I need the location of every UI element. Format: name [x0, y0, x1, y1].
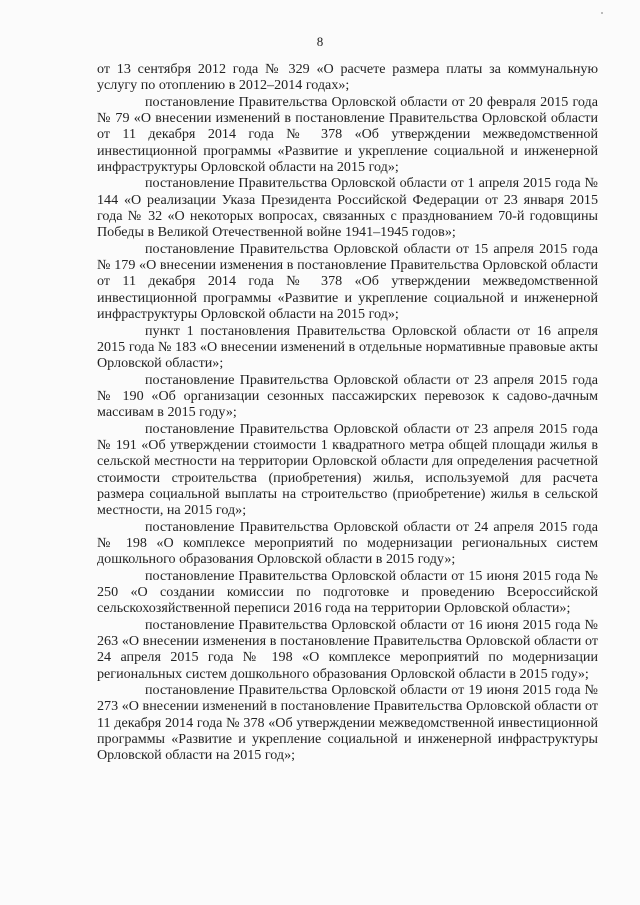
- paragraph-resolution-183: пункт 1 постановления Правительства Орловской области от 16 апреля 2015 года № 183 «О внесении изменений в отдельные нормативные правовые акты Орловской области»;: [97, 322, 598, 372]
- paragraph-resolution-250: постановление Правительства Орловской области от 15 июня 2015 года № 250 «О создании комиссии по подготовке и проведению Всероссийской сельскохозяйственной переписи 2016 года на территории Орловской области»;: [97, 567, 598, 617]
- paragraph-continuation: от 13 сентября 2012 года № 329 «О расчете размера платы за коммунальную услугу по отоплению в 2012–2014 годах»;: [97, 61, 598, 94]
- paragraph-resolution-144: постановление Правительства Орловской области от 1 апреля 2015 года № 144 «О реализации Указа Президента Российской Федерации от 23 января 2015 года № 32 «О некоторых вопросах, связанных с празднованием 70-й годовщины Победы в Великой Отечественной войне 1941–1945 годов»;: [97, 175, 598, 241]
- paragraph-resolution-263: постановление Правительства Орловской области от 16 июня 2015 года № 263 «О внесении изменения в постановление Правительства Орловской области от 24 апреля 2015 года № 198 «О комплексе мероприятий по модернизации региональных систем дошкольного образования Орловской области в 2015 году»;: [97, 616, 598, 682]
- paragraph-resolution-191: постановление Правительства Орловской области от 23 апреля 2015 года № 191 «Об утверждении стоимости 1 квадратного метра общей площади жилья в сельской местности на территории Орловской области для определения расчетной стоимости строительства (приобретения) жилья, используемой для расчета размера социальной выплаты на строительство (приобретение) жилья в сельской местности, на 2015 год»;: [97, 420, 598, 519]
- paragraph-resolution-190: постановление Правительства Орловской области от 23 апреля 2015 года № 190 «Об организации сезонных пассажирских перевозок к садово-дачным массивам в 2015 году»;: [97, 371, 598, 421]
- page-number: 8: [316, 34, 324, 49]
- paragraph-resolution-273: постановление Правительства Орловской области от 19 июня 2015 года № 273 «О внесении изменений в постановление Правительства Орловской области от 11 декабря 2014 года № 378 «Об утверждении межведомственной инвестиционной программы «Развитие и укрепление социальной и инженерной инфраструктуры Орловской области на 2015 год»;: [97, 682, 598, 764]
- scan-speck: [601, 12, 603, 14]
- paragraph-resolution-198: постановление Правительства Орловской области от 24 апреля 2015 года № 198 «О комплексе мероприятий по модернизации региональных систем дошкольного образования Орловской области в 2015 году»;: [97, 518, 598, 568]
- paragraph-resolution-79: постановление Правительства Орловской области от 20 февраля 2015 года № 79 «О внесении изменений в постановление Правительства Орловской области от 11 декабря 2014 года № 378 «Об утверждении межведомственной инвестиционной программы «Развитие и укрепление социальной и инженерной инфраструктуры Орловской области на 2015 год»;: [97, 93, 598, 176]
- paragraph-resolution-179: постановление Правительства Орловской области от 15 апреля 2015 года № 179 «О внесении изменения в постановление Правительства Орловской области от 11 декабря 2014 года № 378 «Об утверждении межведомственной инвестиционной программы «Развитие и укрепление социальной и инженерной инфраструктуры Орловской области на 2015 год»;: [97, 240, 598, 323]
- document-body: [97, 61, 598, 764]
